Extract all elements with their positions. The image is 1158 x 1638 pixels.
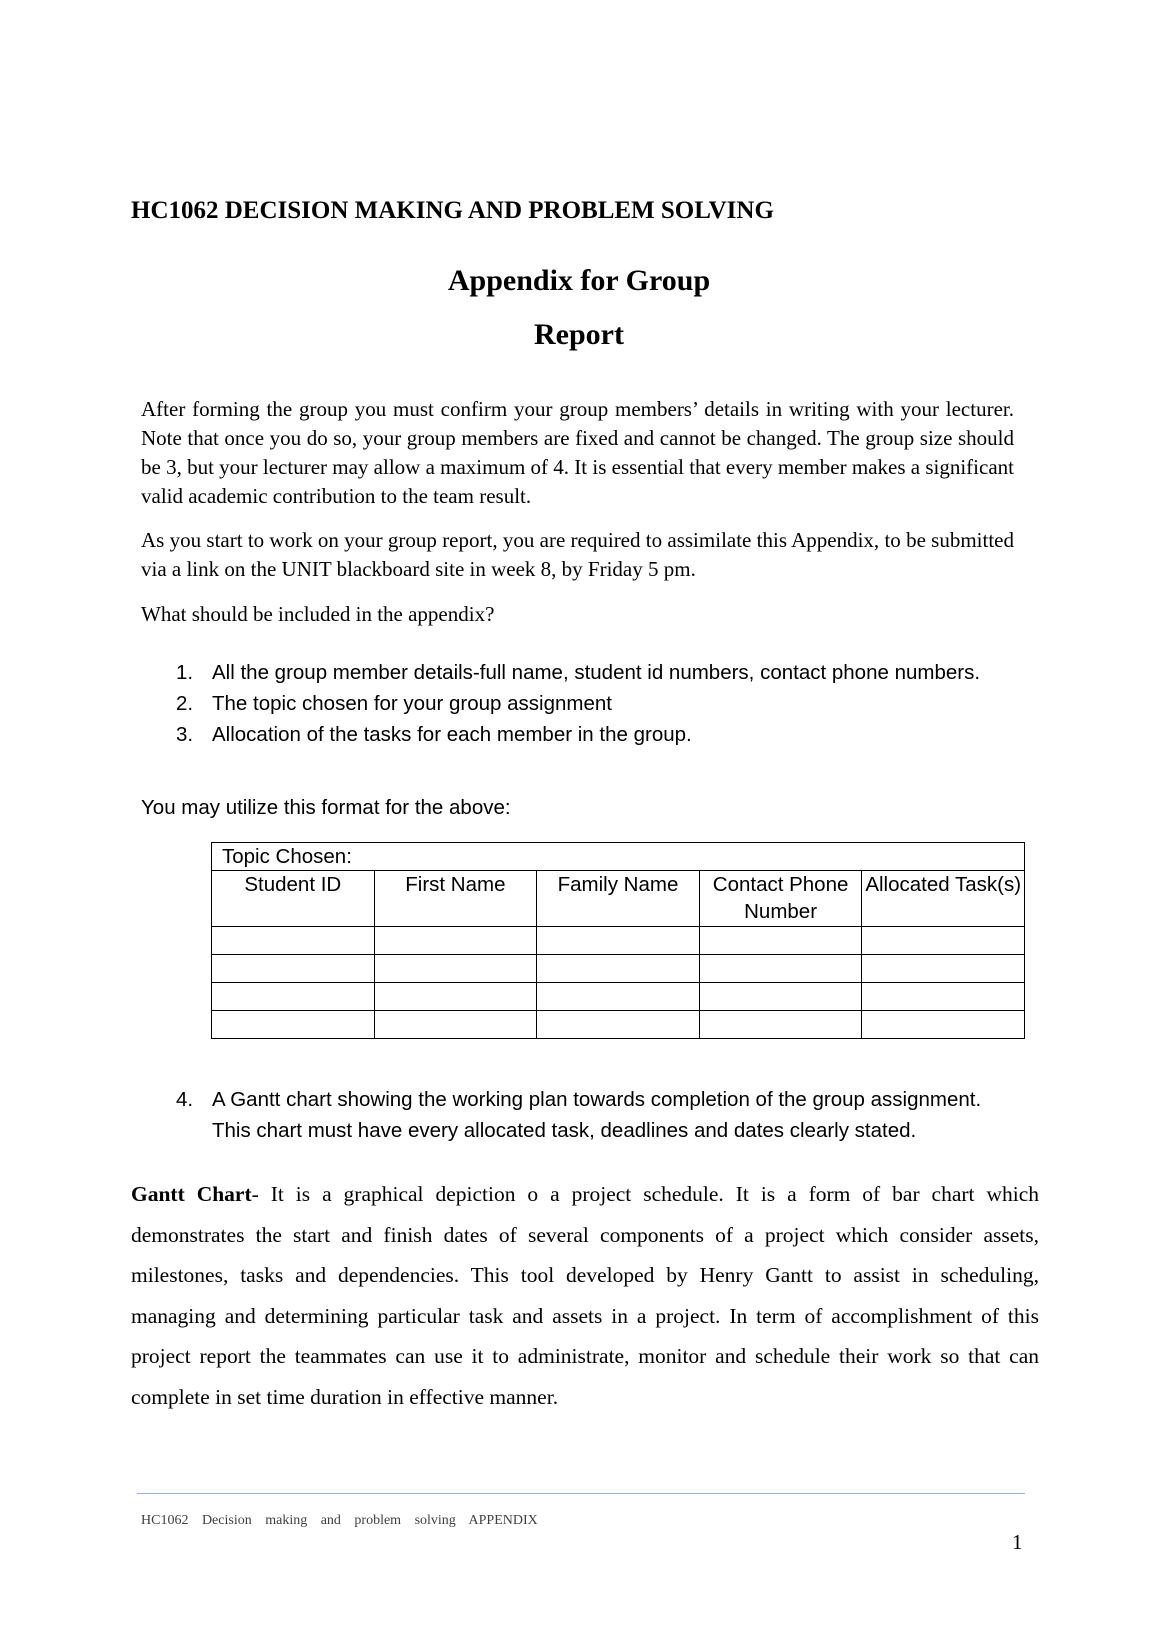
- column-header-family-name: Family Name: [537, 871, 700, 927]
- table-row: [212, 927, 1025, 955]
- table-cell[interactable]: [537, 1011, 700, 1039]
- table-row: [212, 1011, 1025, 1039]
- table-cell[interactable]: [212, 983, 375, 1011]
- group-members-table: [211, 842, 1025, 1039]
- table-cell[interactable]: [699, 955, 862, 983]
- format-note: You may utilize this format for the above:: [141, 796, 511, 819]
- table-cell[interactable]: [537, 927, 700, 955]
- list-item-number: 4.: [176, 1088, 194, 1111]
- table-cell[interactable]: [862, 983, 1025, 1011]
- list-item-number: 2.: [176, 692, 194, 715]
- list-item-text: All the group member details-full name, student id numbers, contact phone numbers.: [212, 661, 981, 684]
- appendix-question: What should be included in the appendix?: [141, 602, 495, 626]
- document-title: Appendix for Group: [447, 264, 711, 297]
- list-item: [176, 657, 996, 688]
- requirements-list-continued: [176, 1084, 1016, 1146]
- table-cell[interactable]: [699, 1011, 862, 1039]
- table-row: [212, 983, 1025, 1011]
- table-cell[interactable]: [862, 1011, 1025, 1039]
- intro-paragraph: After forming the group you must confirm your group members’ details in writing with your lecturer. Note that once you do so, your group members are fixed and cannot be changed. The group size should be 3, but your lecturer may allow a maximum of 4. It is essential that every member makes a significant valid academic contribution to the team result.: [141, 397, 1014, 508]
- topic-chosen-cell: Topic Chosen:: [212, 843, 1025, 871]
- requirements-list: [176, 657, 996, 750]
- list-item: [176, 688, 996, 719]
- table-cell[interactable]: [699, 927, 862, 955]
- table-row: [212, 955, 1025, 983]
- table-cell[interactable]: [537, 983, 700, 1011]
- unit-heading: HC1062 DECISION MAKING AND PROBLEM SOLVING: [131, 197, 774, 224]
- table-cell[interactable]: [374, 927, 537, 955]
- gantt-chart-paragraph: [131, 1174, 1039, 1417]
- column-header-student-id: Student ID: [212, 871, 375, 927]
- footer-text: HC1062 Decision making and problem solving APPENDIX: [141, 1513, 538, 1528]
- table-cell[interactable]: [862, 955, 1025, 983]
- list-item: [176, 719, 996, 750]
- document-title-continued: Report: [534, 318, 624, 351]
- table-cell[interactable]: [212, 927, 375, 955]
- list-item-number: 3.: [176, 723, 194, 746]
- topic-row: [212, 843, 1025, 871]
- table-cell[interactable]: [374, 1011, 537, 1039]
- submission-paragraph: As you start to work on your group report, you are required to assimilate this Appendix, to be submitted via a link on the UNIT blackboard site in week 8, by Friday 5 pm.: [141, 528, 1014, 581]
- table-cell[interactable]: [862, 927, 1025, 955]
- list-item-text: The topic chosen for your group assignment: [212, 692, 612, 715]
- page-number: 1: [1012, 1530, 1023, 1554]
- list-item-number: 1.: [176, 661, 194, 684]
- column-header-allocated-tasks: Allocated Task(s): [862, 871, 1025, 927]
- table-cell[interactable]: [374, 955, 537, 983]
- list-item-text: Allocation of the tasks for each member in the group.: [212, 723, 692, 746]
- table-cell[interactable]: [212, 955, 375, 983]
- column-header-first-name: First Name: [374, 871, 537, 927]
- table-header-row: [212, 871, 1025, 927]
- table-cell[interactable]: [374, 983, 537, 1011]
- list-item-text: A Gantt chart showing the working plan towards completion of the group assignment. This chart must have every allocated task, deadlines and dates clearly stated.: [212, 1088, 982, 1142]
- list-item: [176, 1084, 1016, 1146]
- table-cell[interactable]: [699, 983, 862, 1011]
- footer-divider: [137, 1493, 1025, 1494]
- column-header-contact-phone: Contact Phone Number: [699, 871, 862, 927]
- table-cell[interactable]: [537, 955, 700, 983]
- gantt-chart-description: - It is a graphical depiction o a project schedule. It is a form of bar chart which demonstrates the start and finish dates of several components of a project which consider assets, milestones, tasks and dependencies. This tool developed by Henry Gantt to assist in scheduling, managing and determining particular task and assets in a project. In term of accomplishment of this project report the teammates can use it to administrate, monitor and schedule their work so that can complete in set time duration in effective manner.: [131, 1182, 1039, 1409]
- table-cell[interactable]: [212, 1011, 375, 1039]
- gantt-chart-term: Gantt Chart: [131, 1182, 252, 1206]
